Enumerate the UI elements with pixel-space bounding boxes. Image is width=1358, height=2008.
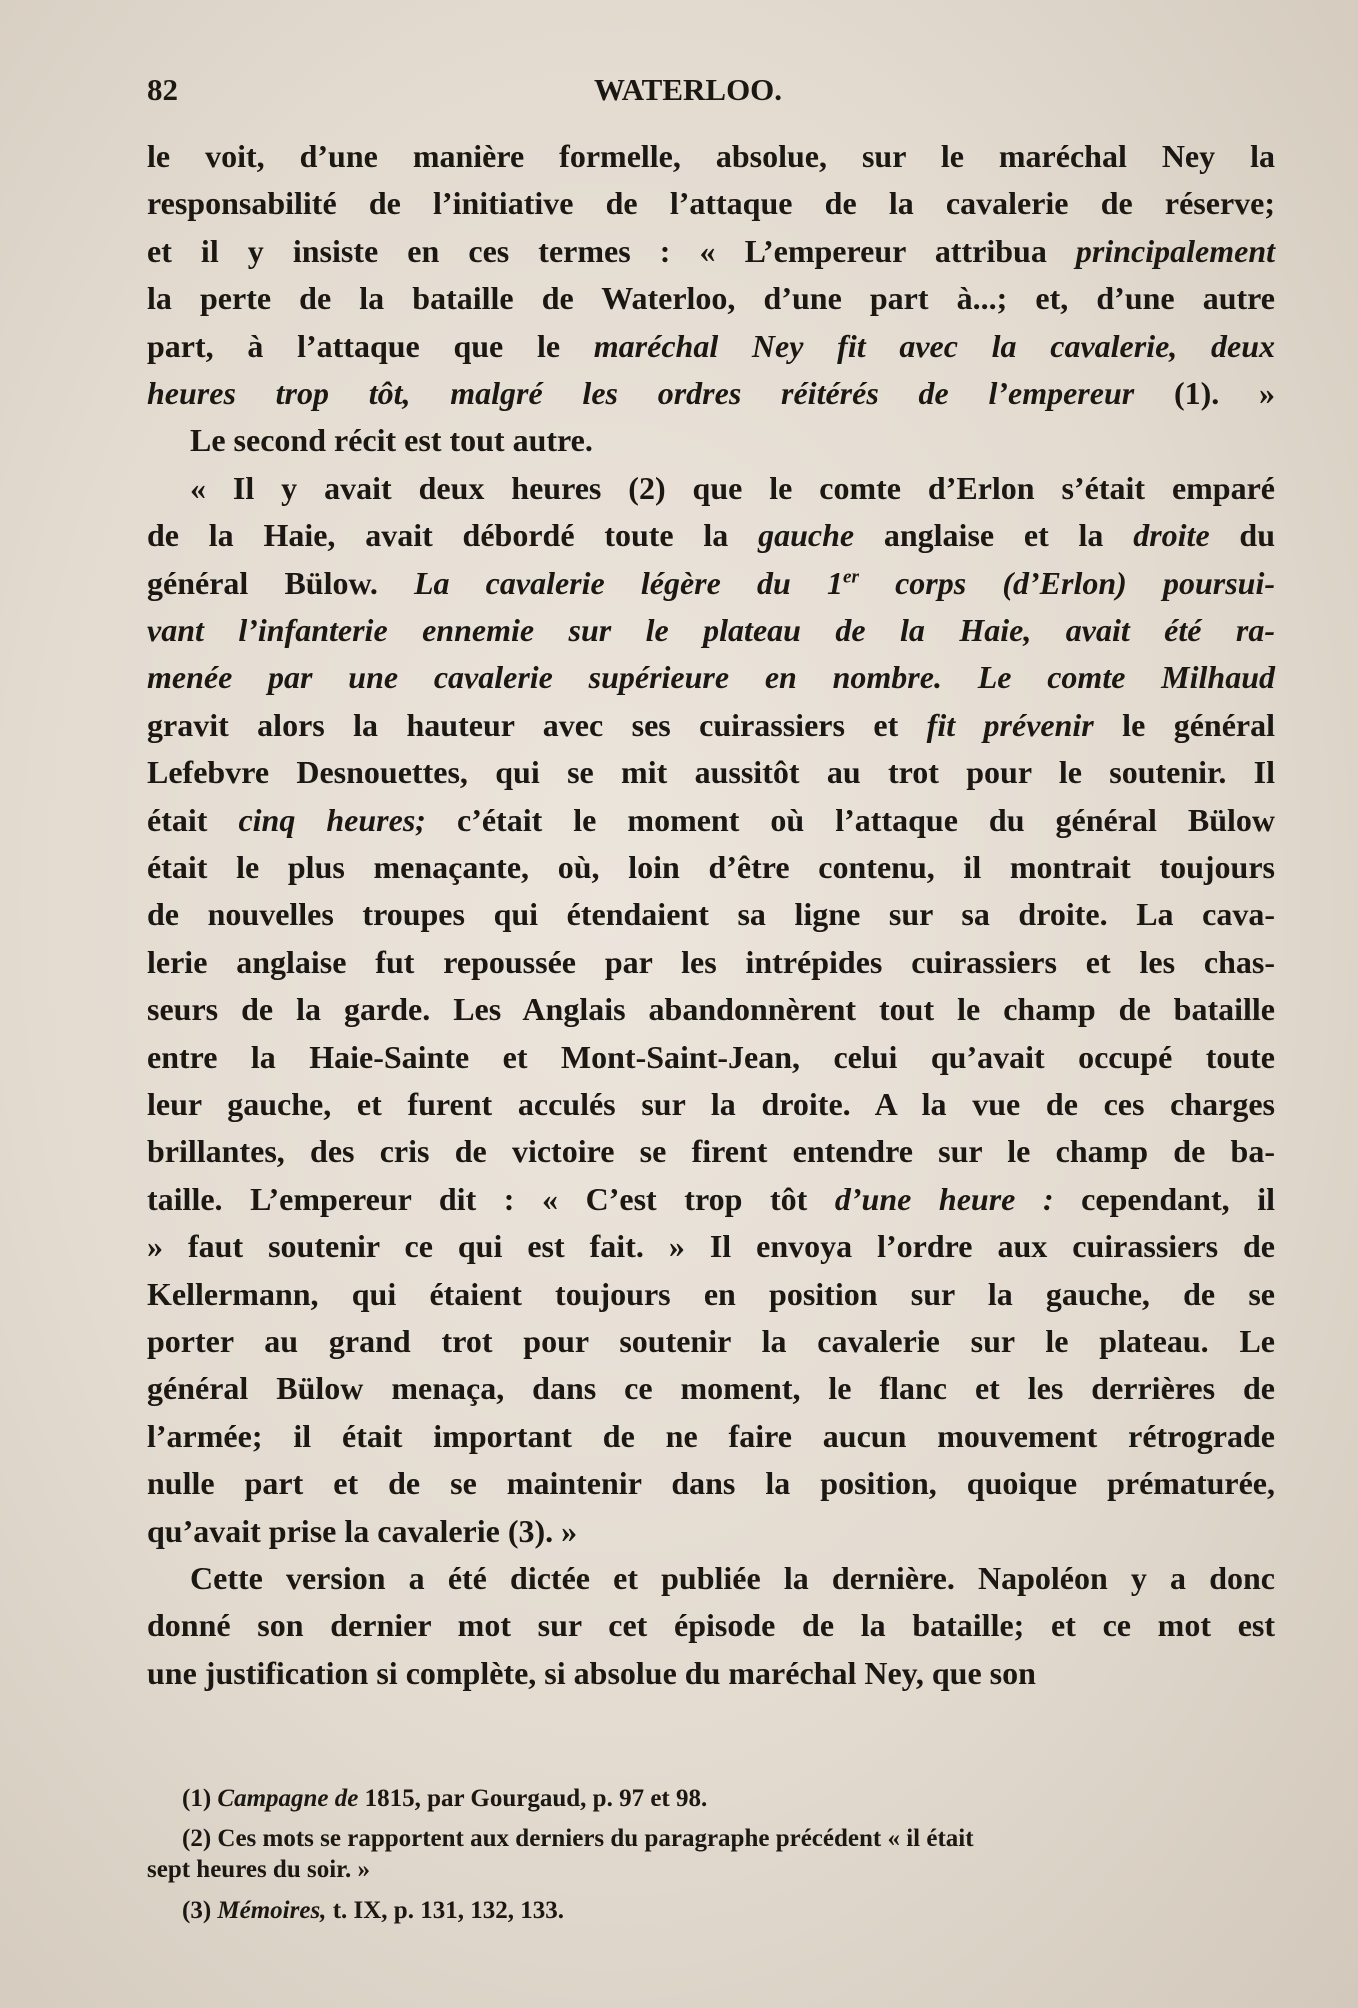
text-line <box>147 1176 1275 1223</box>
italic-text: menée par une cavalerie supérieure en nombre. Le comte Milhaud <box>147 659 1275 696</box>
italic-text: vant l’infanterie ennemie sur le plateau de la Haie, avait été ra- <box>147 612 1275 648</box>
text-line <box>147 891 1275 938</box>
text-line <box>147 180 1275 227</box>
text-segment: (1). » <box>1134 375 1276 411</box>
text-segment: t. IX, p. 131, 132, 133. <box>326 1897 564 1924</box>
text-segment: 1815, par Gourgaud, p. 97 et 98. <box>358 1785 708 1812</box>
italic-text: cinq heures; <box>238 801 426 838</box>
text-segment: le voit, d’une manière formelle, absolue, sur le maréchal Ney la <box>147 138 1275 174</box>
running-title: WATERLOO. <box>594 72 783 107</box>
text-segment: lerie anglaise fut repoussée par les intrépides cuirassiers et les chas- <box>147 943 1275 980</box>
text-segment: qu’avait prise la cavalerie (3). » <box>147 1512 578 1549</box>
text-segment: (1) <box>182 1785 218 1812</box>
text-segment: Le second récit est tout autre. <box>190 422 593 459</box>
text-segment: « Il y avait deux heures (2) que le comte d’Erlon s’était emparé <box>190 469 1275 506</box>
text-segment: brillantes, des cris de victoire se firent entendre sur le champ de ba- <box>147 1133 1275 1170</box>
text-segment: Cette version a été dictée et publiée la dernière. Napoléon y a donc <box>190 1560 1275 1596</box>
text-line <box>147 1034 1275 1081</box>
text-segment: anglaise et la <box>854 517 1134 554</box>
text-line <box>147 1271 1275 1318</box>
text-segment: général Bülow. <box>147 564 414 601</box>
italic-text: principalement <box>1075 232 1275 269</box>
text-segment: (3) <box>182 1897 218 1924</box>
text-segment: sept heures du soir. » <box>147 1856 370 1883</box>
text-segment: était le plus menaçante, où, loin d’être contenu, il montrait toujours <box>147 849 1275 885</box>
text-line <box>147 323 1275 370</box>
text-line <box>147 1365 1275 1412</box>
text-line <box>147 370 1275 417</box>
italic-text: Mémoires, <box>217 1897 327 1924</box>
text-segment: de nouvelles troupes qui étendaient sa ligne sur sa droite. La cava- <box>147 896 1275 933</box>
text-segment: c’était le moment où l’attaque du général Bülow <box>425 801 1276 838</box>
text-line <box>147 1318 1275 1365</box>
text-line <box>147 1602 1275 1649</box>
text-line <box>147 1508 1275 1555</box>
text-segment: le général <box>1093 706 1276 743</box>
italic-text: corps (d’Erlon) poursui- <box>858 564 1276 601</box>
text-segment: de la Haie, avait débordé toute la <box>147 517 759 554</box>
text-segment: nulle part et de se maintenir dans la position, quoique prématurée, <box>147 1465 1275 1502</box>
text-segment: responsabilité de l’initiative de l’attaque de la cavalerie de réserve; <box>147 185 1275 222</box>
text-line <box>147 939 1275 986</box>
footnote <box>182 1782 707 1816</box>
text-line <box>147 749 1275 796</box>
text-line <box>147 1650 1275 1697</box>
text-segment: une justification si complète, si absolue du maréchal Ney, que son <box>147 1654 1036 1691</box>
text-segment: gravit alors la hauteur avec ses cuirassiers et <box>147 706 927 743</box>
italic-text: fit prévenir <box>926 706 1094 743</box>
text-line <box>190 417 1275 464</box>
footnote <box>182 1822 974 1856</box>
text-segment: porter au grand trot pour soutenir la cavalerie sur le plateau. Le <box>147 1323 1275 1359</box>
text-line <box>147 275 1275 322</box>
text-line <box>147 512 1275 559</box>
text-segment: » faut soutenir ce qui est fait. » Il envoya l’ordre aux cuirassiers de <box>147 1228 1275 1265</box>
italic-text: heures trop tôt, malgré les ordres réitérés de l’empereur <box>147 375 1135 411</box>
text-line <box>190 465 1275 512</box>
text-line <box>147 133 1275 180</box>
text-segment: du <box>1209 517 1276 554</box>
text-line <box>147 702 1275 749</box>
text-line <box>147 607 1275 654</box>
footnote <box>182 1894 564 1928</box>
italic-text: d’une heure : <box>834 1180 1054 1217</box>
italic-text: maréchal Ney fit avec la cavalerie, deux <box>593 327 1276 364</box>
text-segment: la perte de la bataille de Waterloo, d’une part à...; et, d’une autre <box>147 280 1275 317</box>
text-line <box>147 1223 1275 1270</box>
text-line <box>190 1555 1275 1602</box>
text-line <box>147 844 1275 891</box>
text-line <box>147 1081 1275 1128</box>
footnote <box>147 1853 370 1887</box>
italic-text: gauche <box>758 517 855 554</box>
text-segment: taille. L’empereur dit : « C’est trop tôt <box>147 1180 835 1217</box>
text-line <box>147 560 1275 607</box>
text-segment: était <box>147 801 239 838</box>
text-segment: général Bülow menaça, dans ce moment, le flanc et les derrières de <box>147 1370 1275 1407</box>
text-line <box>147 1413 1275 1460</box>
text-line <box>147 986 1275 1033</box>
italic-text: La cavalerie légère du 1 <box>413 564 843 601</box>
text-line <box>147 228 1275 275</box>
text-line <box>147 654 1275 701</box>
page-number: 82 <box>147 72 178 107</box>
italic-text: droite <box>1133 517 1210 554</box>
text-line <box>147 1128 1275 1175</box>
italic-text: er <box>842 565 859 587</box>
text-segment: et il y insiste en ces termes : « L’empereur attribua <box>147 232 1076 269</box>
text-segment: seurs de la garde. Les Anglais abandonnèrent tout le champ de bataille <box>147 991 1275 1028</box>
text-segment: part, à l’attaque que le <box>147 327 594 364</box>
text-segment: leur gauche, et furent acculés sur la droite. A la vue de ces charges <box>147 1086 1275 1122</box>
text-segment: entre la Haie-Sainte et Mont-Saint-Jean, celui qu’avait occupé toute <box>147 1038 1275 1075</box>
text-segment: Kellermann, qui étaient toujours en position sur la gauche, de se <box>147 1275 1275 1312</box>
italic-text: Campagne de <box>217 1785 359 1812</box>
text-segment: cependant, il <box>1053 1180 1275 1217</box>
text-segment: (2) Ces mots se rapportent aux derniers du paragraphe précédent « il était <box>182 1825 974 1852</box>
text-segment: donné son dernier mot sur cet épisode de la bataille; et ce mot est <box>147 1607 1275 1644</box>
text-segment: l’armée; il était important de ne faire aucun mouvement rétrograde <box>147 1417 1275 1454</box>
text-line <box>147 1460 1275 1507</box>
text-line <box>147 797 1275 844</box>
text-segment: Lefebvre Desnouettes, qui se mit aussitôt au trot pour le soutenir. Il <box>147 754 1275 791</box>
